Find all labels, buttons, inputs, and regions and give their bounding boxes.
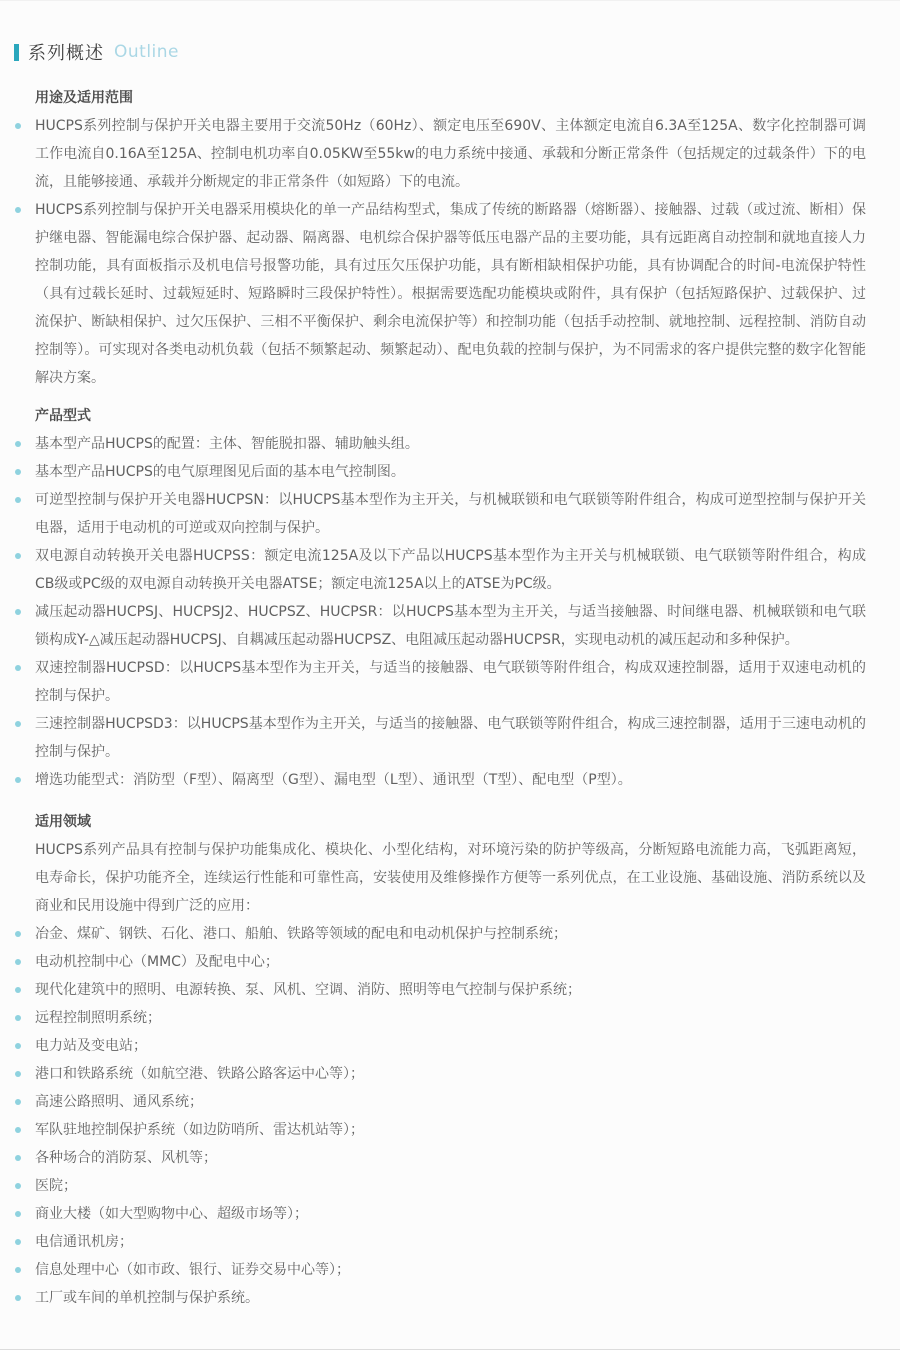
list-item [35,458,866,486]
bullet-icon [15,1211,21,1217]
list-item [35,1228,866,1256]
list-item-text: 双电源自动转换开关电器HUCPSS：额定电流125A及以下产品以HUCPS基本型作为主开关与机械联锁、电气联锁等附件组合，构成CB级或PC级的双电源自动转换开关电器ATSE；额定电流125A以上的ATSE为PC级。 [35,548,866,592]
bullet-icon [15,469,21,475]
list-item-text: HUCPS系列控制与保护开关电器采用模块化的单一产品结构型式，集成了传统的断路器（熔断器）、接触器、过载（或过流、断相）保护继电器、智能漏电综合保护器、起动器、隔离器、电机综合保护器等低压电器产品的主要功能，具有远距离自动控制和就地直接人力控制功能，具有面板指示及机电信号报警功能，具有过压欠压保护功能，具有断相缺相保护功能，具有协调配合的时间-电流保护特性（具有过载长延时、过载短延时、短路瞬时三段保护特性）。根据需要选配功能模块或附件，具有保护（包括短路保护、过载保护、过流保护、断缺相保护、过欠压保护、三相不平衡保护、剩余电流保护等）和控制功能（包括手动控制、就地控制、远程控制、消防自动控制等）。可实现对各类电动机负载（包括不频繁起动、频繁起动）、配电负载的控制与保护，为不同需求的客户提供完整的数字化智能解决方案。 [35,202,866,386]
section-heading: 产品型式 [35,408,91,424]
list-item [35,1256,866,1284]
bullet-icon [15,777,21,783]
list-item-text: 信息处理中心（如市政、银行、证券交易中心等）； [35,1262,350,1278]
bullet-icon [15,959,21,965]
page-title-zh: 系列概述 [28,43,104,64]
list-item [35,1144,866,1172]
bullet-icon [15,1127,21,1133]
list-item-text: 军队驻地控制保护系统（如边防哨所、雷达机站等）； [35,1122,364,1138]
list-item [35,710,866,766]
bullet-icon [15,609,21,615]
section-application-fields [35,808,866,1312]
section-purpose-scope [35,84,866,392]
list-item [35,430,866,458]
bullet-icon [15,1043,21,1049]
list-item-text: 商业大楼（如大型购物中心、超级市场等）； [35,1206,308,1222]
list-item-text: 可逆型控制与保护开关电器HUCPSN：以HUCPS基本型作为主开关，与机械联锁和电气联锁等附件组合，构成可逆型控制与保护开关电器，适用于电动机的可逆或双向控制与保护。 [35,492,866,536]
list-item-text: 港口和铁路系统（如航空港、铁路公路客运中心等）； [35,1066,364,1082]
bullet-list [35,430,866,794]
section-heading: 用途及适用范围 [35,90,133,106]
bullet-icon [15,1267,21,1273]
list-item [35,766,866,794]
list-item-text: 电信通讯机房； [35,1234,133,1250]
section-product-types [35,402,866,794]
list-item-text: 基本型产品HUCPS的电气原理图见后面的基本电气控制图。 [35,464,405,480]
list-item-text: 医院； [35,1178,77,1194]
bullet-icon [15,441,21,447]
list-item [35,920,866,948]
list-item [35,1172,866,1200]
bullet-icon [15,1239,21,1245]
bullet-icon [15,721,21,727]
bullet-icon [15,553,21,559]
list-item [35,1004,866,1032]
list-item [35,1060,866,1088]
list-item-text: 双速控制器HUCPSD：以HUCPS基本型作为主开关，与适当的接触器、电气联锁等附件组合，构成双速控制器，适用于双速电动机的控制与保护。 [35,660,866,704]
list-item [35,542,866,598]
list-item [35,1200,866,1228]
bullet-list [35,920,866,1312]
list-item [35,112,866,196]
list-item-text: 电力站及变电站； [35,1038,147,1054]
list-item [35,654,866,710]
bullet-icon [15,665,21,671]
list-item [35,1088,866,1116]
bullet-icon [15,1015,21,1021]
bullet-list [35,112,866,392]
bullet-icon [15,123,21,129]
list-item-text: 现代化建筑中的照明、电源转换、泵、风机、空调、消防、照明等电气控制与保护系统； [35,982,581,998]
bullet-icon [15,1099,21,1105]
bullet-icon [15,1295,21,1301]
list-item [35,976,866,1004]
bullet-icon [15,1071,21,1077]
bullet-icon [15,987,21,993]
list-item [35,196,866,392]
list-item [35,486,866,542]
list-item [35,1032,866,1060]
list-item [35,948,866,976]
list-item [35,598,866,654]
bullet-icon [15,1183,21,1189]
list-item [35,1284,866,1312]
list-item-text: 各种场合的消防泵、风机等； [35,1150,217,1166]
list-item [35,1116,866,1144]
list-item-text: 三速控制器HUCPSD3：以HUCPS基本型作为主开关，与适当的接触器、电气联锁等附件组合，构成三速控制器，适用于三速电动机的控制与保护。 [35,716,866,760]
page-title-en: Outline [114,42,180,62]
content [0,84,900,1312]
list-item-text: 工厂或车间的单机控制与保护系统。 [35,1290,259,1306]
list-item-text: 基本型产品HUCPS的配置：主体、智能脱扣器、辅助触头组。 [35,436,419,452]
list-item-text: HUCPS系列控制与保护开关电器主要用于交流50Hz（60Hz）、额定电压至690V、主体额定电流自6.3A至125A、数字化控制器可调工作电流自0.16A至125A、控制电机功率自0.05KW至55kw的电力系统中接通、承载和分断正常条件（包括规定的过载条件）下的电流，且能够接通、承载并分断规定的非正常条件（如短路）下的电流。 [35,118,866,190]
list-item-text: 冶金、煤矿、钢铁、石化、港口、船舶、铁路等领域的配电和电动机保护与控制系统； [35,926,567,942]
list-item-text: 远程控制照明系统； [35,1010,161,1026]
bullet-icon [15,207,21,213]
list-item-text: 减压起动器HUCPSJ、HUCPSJ2、HUCPSZ、HUCPSR：以HUCPS基本型为主开关，与适当接触器、时间继电器、机械联锁和电气联锁构成Y-△减压起动器HUCPSJ、自耦减压起动器HUCPSZ、电阻减压起动器HUCPSR，实现电动机的减压起动和多种保护。 [35,604,866,648]
bullet-icon [15,497,21,503]
accent-bar-icon [14,44,19,61]
list-item-text: 高速公路照明、通风系统； [35,1094,203,1110]
bullet-icon [15,1155,21,1161]
list-item-text: 电动机控制中心（MMC）及配电中心； [35,954,279,970]
bullet-icon [15,931,21,937]
page-title [14,41,900,63]
section-intro: HUCPS系列产品具有控制与保护功能集成化、模块化、小型化结构，对环境污染的防护等级高，分断短路电流能力高，飞弧距离短，电寿命长，保护功能齐全，连续运行性能和可靠性高，安装使用及维修操作方便等一系列优点，在工业设施、基础设施、消防系统以及商业和民用设施中得到广泛的应用： [35,842,866,914]
list-item-text: 增选功能型式：消防型（F型）、隔离型（G型）、漏电型（L型）、通讯型（T型）、配电型（P型）。 [35,772,632,788]
section-heading: 适用领域 [35,814,91,830]
